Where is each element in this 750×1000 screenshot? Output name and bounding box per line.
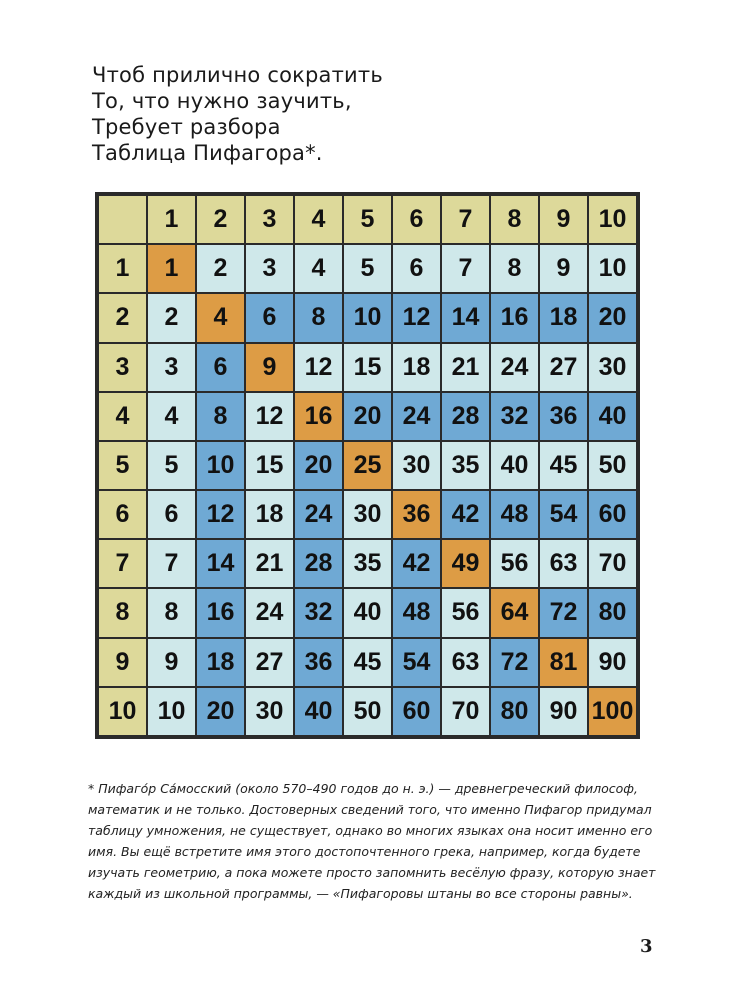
product-cell: 24 bbox=[294, 490, 343, 539]
product-cell: 8 bbox=[196, 392, 245, 441]
table-row bbox=[98, 638, 637, 687]
product-cell: 56 bbox=[441, 588, 490, 637]
table-header-row bbox=[98, 195, 637, 244]
column-header-cell: 10 bbox=[588, 195, 637, 244]
product-cell: 35 bbox=[441, 441, 490, 490]
product-cell: 50 bbox=[343, 687, 392, 736]
product-cell: 21 bbox=[441, 343, 490, 392]
square-number-cell: 1 bbox=[147, 244, 196, 293]
product-cell: 5 bbox=[147, 441, 196, 490]
product-cell: 54 bbox=[392, 638, 441, 687]
product-cell: 10 bbox=[196, 441, 245, 490]
product-cell: 36 bbox=[294, 638, 343, 687]
product-cell: 6 bbox=[196, 343, 245, 392]
product-cell: 45 bbox=[539, 441, 588, 490]
square-number-cell: 81 bbox=[539, 638, 588, 687]
product-cell: 15 bbox=[245, 441, 294, 490]
product-cell: 56 bbox=[490, 539, 539, 588]
row-header-cell: 8 bbox=[98, 588, 147, 637]
product-cell: 18 bbox=[539, 293, 588, 342]
product-cell: 20 bbox=[196, 687, 245, 736]
row-header-cell: 1 bbox=[98, 244, 147, 293]
product-cell: 7 bbox=[441, 244, 490, 293]
page-number: 3 bbox=[640, 936, 653, 957]
product-cell: 40 bbox=[343, 588, 392, 637]
table-corner-cell bbox=[98, 195, 147, 244]
product-cell: 72 bbox=[539, 588, 588, 637]
table-row bbox=[98, 687, 637, 736]
product-cell: 63 bbox=[539, 539, 588, 588]
product-cell: 24 bbox=[490, 343, 539, 392]
product-cell: 9 bbox=[147, 638, 196, 687]
square-number-cell: 36 bbox=[392, 490, 441, 539]
product-cell: 15 bbox=[343, 343, 392, 392]
product-cell: 20 bbox=[294, 441, 343, 490]
product-cell: 7 bbox=[147, 539, 196, 588]
table-row bbox=[98, 588, 637, 637]
product-cell: 32 bbox=[294, 588, 343, 637]
column-header-cell: 1 bbox=[147, 195, 196, 244]
product-cell: 24 bbox=[245, 588, 294, 637]
column-header-cell: 3 bbox=[245, 195, 294, 244]
poem-line-1: Чтоб прилично сократить bbox=[92, 63, 383, 87]
pythagoras-table bbox=[95, 192, 640, 739]
product-cell: 60 bbox=[588, 490, 637, 539]
product-cell: 42 bbox=[392, 539, 441, 588]
row-header-cell: 3 bbox=[98, 343, 147, 392]
row-header-cell: 9 bbox=[98, 638, 147, 687]
product-cell: 40 bbox=[294, 687, 343, 736]
product-cell: 60 bbox=[392, 687, 441, 736]
column-header-cell: 7 bbox=[441, 195, 490, 244]
product-cell: 32 bbox=[490, 392, 539, 441]
product-cell: 18 bbox=[245, 490, 294, 539]
poem-line-4: Таблица Пифагора*. bbox=[92, 141, 323, 165]
product-cell: 70 bbox=[588, 539, 637, 588]
product-cell: 12 bbox=[294, 343, 343, 392]
product-cell: 10 bbox=[343, 293, 392, 342]
square-number-cell: 49 bbox=[441, 539, 490, 588]
product-cell: 14 bbox=[196, 539, 245, 588]
table-row bbox=[98, 244, 637, 293]
product-cell: 10 bbox=[588, 244, 637, 293]
product-cell: 16 bbox=[490, 293, 539, 342]
table-row bbox=[98, 539, 637, 588]
product-cell: 6 bbox=[392, 244, 441, 293]
row-header-cell: 4 bbox=[98, 392, 147, 441]
product-cell: 28 bbox=[441, 392, 490, 441]
table-row bbox=[98, 441, 637, 490]
product-cell: 42 bbox=[441, 490, 490, 539]
column-header-cell: 8 bbox=[490, 195, 539, 244]
footnote: * Пифаго́р Са́мосский (около 570–490 годов до н. э.) — древнегреческий философ, математик и не только. Достоверных сведений того, что именно Пифагор придумал таблицу умножения, не существует, однако во многих языках она носит именно его имя. Вы ещё встретите имя этого достопочтенного грека, например, когда будете изучать геометрию, а пока можете просто запомнить весёлую фразу, которую знает каждый из школьной программы, — «Пифагоровы штаны во все стороны равны». bbox=[88, 781, 656, 901]
product-cell: 80 bbox=[490, 687, 539, 736]
product-cell: 6 bbox=[245, 293, 294, 342]
product-cell: 28 bbox=[294, 539, 343, 588]
column-header-cell: 4 bbox=[294, 195, 343, 244]
square-number-cell: 16 bbox=[294, 392, 343, 441]
product-cell: 90 bbox=[588, 638, 637, 687]
poem-line-2: То, что нужно заучить, bbox=[92, 89, 352, 113]
product-cell: 27 bbox=[539, 343, 588, 392]
product-cell: 12 bbox=[245, 392, 294, 441]
product-cell: 40 bbox=[490, 441, 539, 490]
product-cell: 63 bbox=[441, 638, 490, 687]
product-cell: 35 bbox=[343, 539, 392, 588]
product-cell: 30 bbox=[588, 343, 637, 392]
product-cell: 80 bbox=[588, 588, 637, 637]
product-cell: 16 bbox=[196, 588, 245, 637]
product-cell: 24 bbox=[392, 392, 441, 441]
column-header-cell: 9 bbox=[539, 195, 588, 244]
product-cell: 2 bbox=[147, 293, 196, 342]
product-cell: 30 bbox=[392, 441, 441, 490]
product-cell: 90 bbox=[539, 687, 588, 736]
product-cell: 3 bbox=[245, 244, 294, 293]
product-cell: 4 bbox=[294, 244, 343, 293]
product-cell: 8 bbox=[490, 244, 539, 293]
product-cell: 40 bbox=[588, 392, 637, 441]
column-header-cell: 6 bbox=[392, 195, 441, 244]
row-header-cell: 7 bbox=[98, 539, 147, 588]
product-cell: 48 bbox=[392, 588, 441, 637]
product-cell: 45 bbox=[343, 638, 392, 687]
row-header-cell: 5 bbox=[98, 441, 147, 490]
column-header-cell: 2 bbox=[196, 195, 245, 244]
product-cell: 72 bbox=[490, 638, 539, 687]
poem bbox=[92, 62, 383, 166]
product-cell: 27 bbox=[245, 638, 294, 687]
row-header-cell: 2 bbox=[98, 293, 147, 342]
product-cell: 12 bbox=[392, 293, 441, 342]
product-cell: 20 bbox=[343, 392, 392, 441]
table-row bbox=[98, 490, 637, 539]
product-cell: 3 bbox=[147, 343, 196, 392]
product-cell: 14 bbox=[441, 293, 490, 342]
square-number-cell: 9 bbox=[245, 343, 294, 392]
row-header-cell: 6 bbox=[98, 490, 147, 539]
multiplication-table bbox=[97, 194, 638, 737]
product-cell: 36 bbox=[539, 392, 588, 441]
product-cell: 18 bbox=[196, 638, 245, 687]
table-row bbox=[98, 392, 637, 441]
square-number-cell: 4 bbox=[196, 293, 245, 342]
product-cell: 2 bbox=[196, 244, 245, 293]
column-header-cell: 5 bbox=[343, 195, 392, 244]
row-header-cell: 10 bbox=[98, 687, 147, 736]
product-cell: 70 bbox=[441, 687, 490, 736]
product-cell: 6 bbox=[147, 490, 196, 539]
product-cell: 20 bbox=[588, 293, 637, 342]
product-cell: 8 bbox=[147, 588, 196, 637]
product-cell: 18 bbox=[392, 343, 441, 392]
poem-line-3: Требует разбора bbox=[92, 115, 281, 139]
product-cell: 4 bbox=[147, 392, 196, 441]
product-cell: 30 bbox=[343, 490, 392, 539]
product-cell: 5 bbox=[343, 244, 392, 293]
product-cell: 21 bbox=[245, 539, 294, 588]
product-cell: 48 bbox=[490, 490, 539, 539]
product-cell: 30 bbox=[245, 687, 294, 736]
product-cell: 50 bbox=[588, 441, 637, 490]
product-cell: 12 bbox=[196, 490, 245, 539]
square-number-cell: 64 bbox=[490, 588, 539, 637]
product-cell: 10 bbox=[147, 687, 196, 736]
table-row bbox=[98, 293, 637, 342]
product-cell: 54 bbox=[539, 490, 588, 539]
square-number-cell: 25 bbox=[343, 441, 392, 490]
product-cell: 8 bbox=[294, 293, 343, 342]
square-number-cell: 100 bbox=[588, 687, 637, 736]
product-cell: 9 bbox=[539, 244, 588, 293]
table-row bbox=[98, 343, 637, 392]
